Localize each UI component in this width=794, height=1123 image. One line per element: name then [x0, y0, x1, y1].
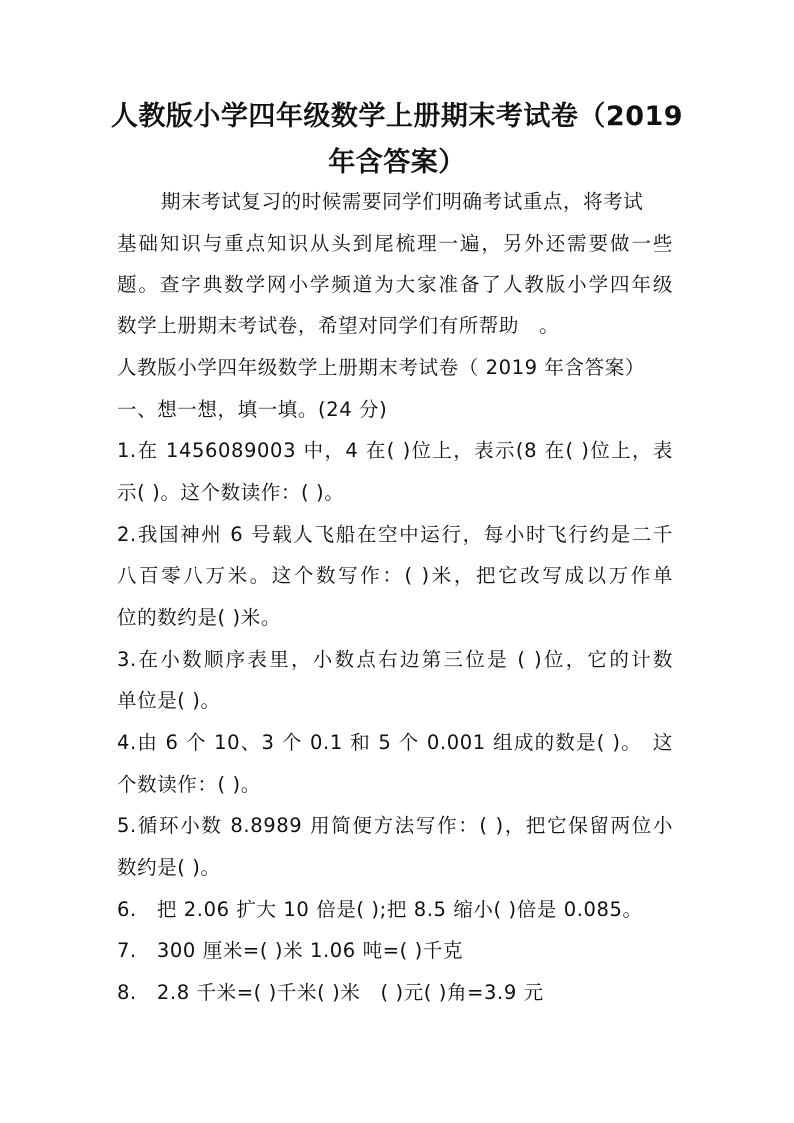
- question-4-line-1: 4.由 6 个 10、3 个 0.1 和 5 个 0.001 组成的数是( )。 这: [117, 731, 673, 754]
- question-2-line-2: 八百零八万米。这个数写作：( )米，把它改写成以万作单: [117, 564, 673, 587]
- question-5-line-2: 数约是( )。: [117, 856, 221, 879]
- question-1-line-2: 示( )。这个数读作：( )。: [117, 481, 345, 504]
- question-8: 8. 2.8 千米=( )千米( )米 ( )元( )角=3.9 元: [117, 981, 544, 1004]
- question-6: 6. 把 2.06 扩大 10 倍是( );把 8.5 缩小( )倍是 0.085。: [117, 898, 643, 921]
- question-3-line-2: 单位是( )。: [117, 689, 221, 712]
- document-title-line-2: 年含答案）: [328, 147, 466, 178]
- intro-line-4: 数学上册期末考试卷，希望对同学们有所帮助 。: [117, 314, 560, 337]
- intro-line-3: 题。查字典数学网小学频道为大家准备了人教版小学四年级: [117, 273, 673, 296]
- question-4-line-2: 个数读作：( )。: [117, 773, 261, 796]
- question-1-line-1: 1.在 1456089003 中，4 在( )位上，表示(8 在( )位上，表: [117, 439, 673, 462]
- intro-line-2: 基础知识与重点知识从头到尾梳理一遍，另外还需要做一些: [117, 232, 673, 255]
- intro-line-1: 期末考试复习的时候需要同学们明确考试重点，将考试: [161, 190, 644, 213]
- question-3-line-1: 3.在小数顺序表里，小数点右边第三位是 ( )位，它的计数: [117, 648, 673, 671]
- question-5-line-1: 5.循环小数 8.8989 用简便方法写作：( )，把它保留两位小: [117, 814, 673, 837]
- question-2-line-1: 2.我国神州 6 号载人飞船在空中运行，每小时飞行约是二千: [117, 523, 673, 546]
- document-title-line-1: 人教版小学四年级数学上册期末考试卷（2019: [110, 101, 684, 132]
- question-2-line-3: 位的数约是( )米。: [117, 606, 281, 629]
- question-7: 7. 300 厘米=( )米 1.06 吨=( )千克: [117, 939, 464, 962]
- section-heading-1: 一、想一想，填一填。(24 分): [117, 398, 388, 421]
- exam-subtitle: 人教版小学四年级数学上册期末考试卷（ 2019 年含答案）: [117, 356, 645, 379]
